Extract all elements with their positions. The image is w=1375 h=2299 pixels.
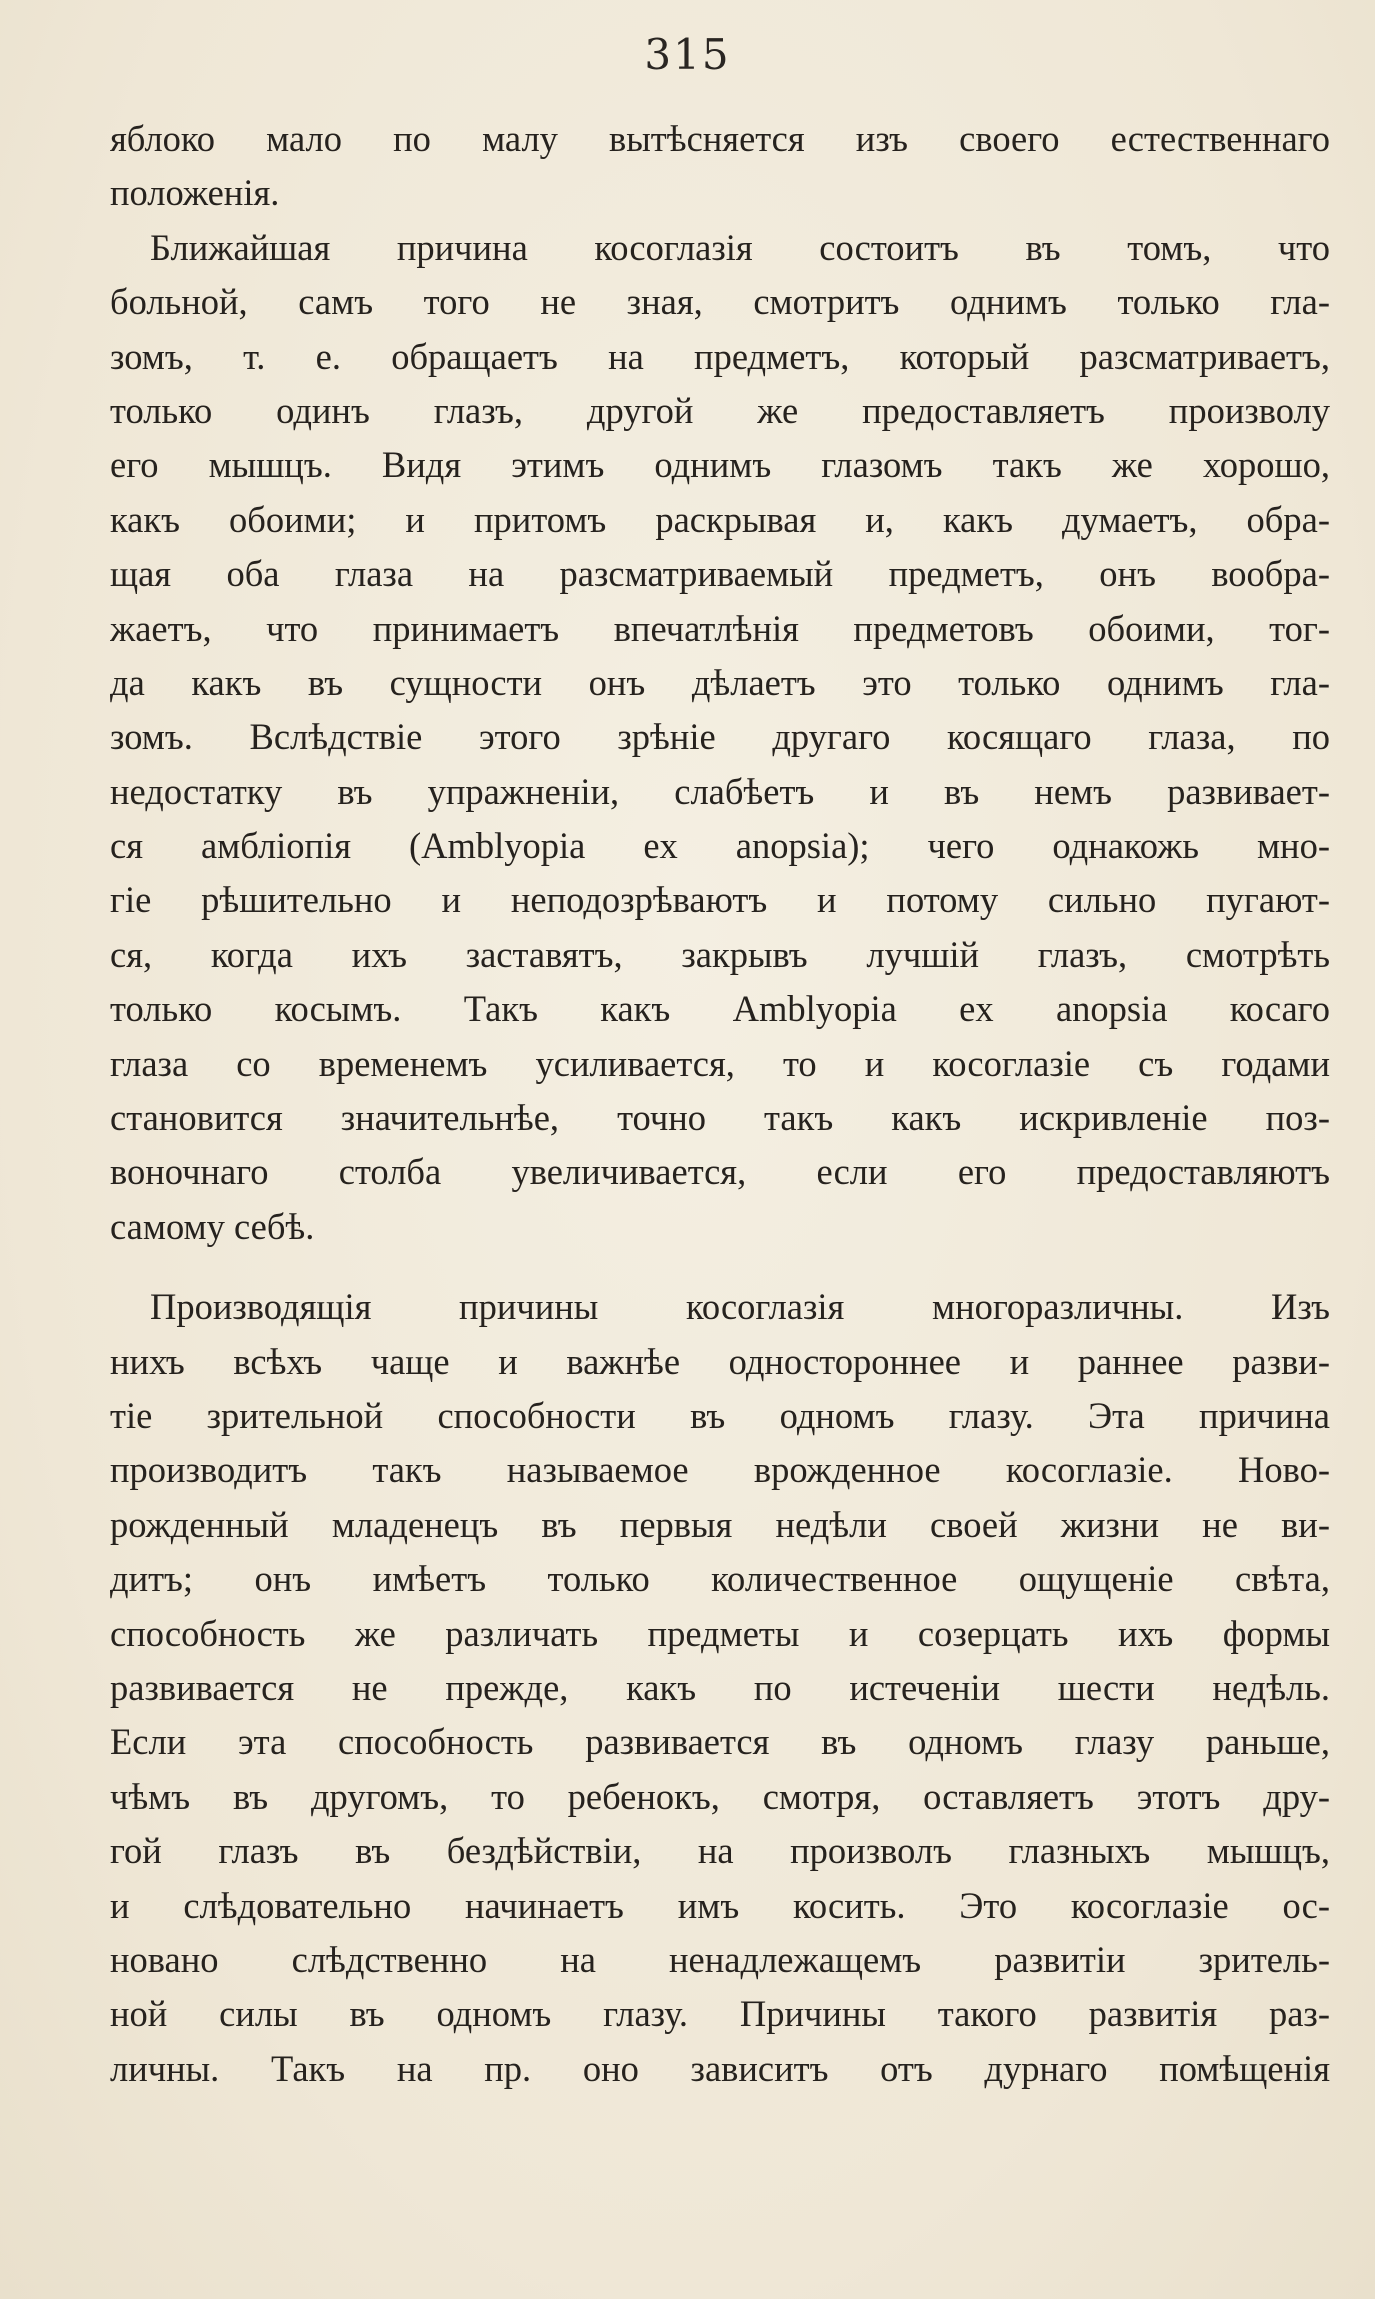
body-text (110, 112, 1330, 2096)
text-line: больной, самъ того не зная, смотритъ однимъ только гла- (110, 281, 1330, 323)
text-line: ся, когда ихъ заставятъ, закрывъ лучшій глазъ, смотрѣть (110, 933, 1330, 975)
text-line: тіе зрительной способности въ одномъ глазу. Эта причина (110, 1394, 1330, 1436)
text-line: личны. Такъ на пр. оно зависитъ отъ дурнаго помѣщенія (110, 2047, 1330, 2089)
text-line: воночнаго столба увеличивается, если его предоставляютъ (110, 1151, 1330, 1193)
text-line: становится значительнѣе, точно такъ какъ искривленіе поз- (110, 1097, 1330, 1139)
text-line: гой глазъ въ бездѣйствіи, на произволъ глазныхъ мышцъ, (110, 1830, 1330, 1872)
text-line: развивается не прежде, какъ по истеченіи шести недѣль. (110, 1666, 1330, 1708)
text-line: жаетъ, что принимаетъ впечатлѣнія предметовъ обоими, тог- (110, 607, 1330, 649)
text-line: нихъ всѣхъ чаще и важнѣе одностороннее и раннее разви- (110, 1340, 1330, 1382)
text-line: Если эта способность развивается въ одномъ глазу раньше, (110, 1721, 1330, 1763)
text-line: да какъ въ сущности онъ дѣлаетъ это только однимъ гла- (110, 661, 1330, 703)
text-line: Ближайшая причина косоглазія состоитъ въ томъ, что (150, 226, 1330, 268)
text-line: дитъ; онъ имѣетъ только количественное ощущеніе свѣта, (110, 1558, 1330, 1600)
text-line: глаза со временемъ усиливается, то и косоглазіе съ годами (110, 1042, 1330, 1084)
text-line: производитъ такъ называемое врожденное косоглазіе. Ново- (110, 1449, 1330, 1491)
page-number: 315 (644, 30, 731, 79)
paragraph-3 (110, 1280, 1330, 2096)
text-line: чѣмъ въ другомъ, то ребенокъ, смотря, оставляетъ этотъ дру- (110, 1775, 1330, 1817)
text-line: ся амбліопія (Amblyopia ex anopsia); чего однакожь мно- (110, 825, 1330, 867)
text-line: щая оба глаза на разсматриваемый предметъ, онъ вообра- (110, 553, 1330, 595)
text-line: зомъ, т. е. обращаетъ на предметъ, который разсматриваетъ, (110, 335, 1330, 377)
paragraph-1 (110, 112, 1330, 221)
text-line: его мышцъ. Видя этимъ однимъ глазомъ такъ же хорошо, (110, 444, 1330, 486)
text-line: недостатку въ упражненіи, слабѣетъ и въ немъ развивает- (110, 770, 1330, 812)
paragraph-2 (110, 221, 1330, 1254)
text-line: только одинъ глазъ, другой же предоставляетъ произволу (110, 389, 1330, 431)
text-line: какъ обоими; и притомъ раскрывая и, какъ думаетъ, обра- (110, 498, 1330, 540)
text-line: способность же различать предметы и созерцать ихъ формы (110, 1612, 1330, 1654)
text-line: новано слѣдственно на ненадлежащемъ развитіи зритель- (110, 1938, 1330, 1980)
text-line: положенія. (110, 172, 280, 214)
text-line: ной силы въ одномъ глазу. Причины такого развитія раз- (110, 1993, 1330, 2035)
text-line: гіе рѣшительно и неподозрѣваютъ и потому сильно пугают- (110, 879, 1330, 921)
paragraph-spacer (110, 1254, 1330, 1280)
text-line: Производящія причины косоглазія многоразличны. Изъ (150, 1286, 1330, 1328)
text-line: самому себѣ. (110, 1205, 315, 1247)
text-line: зомъ. Вслѣдствіе этого зрѣніе другаго косящаго глаза, по (110, 716, 1330, 758)
text-line: рожденный младенецъ въ первыя недѣли своей жизни не ви- (110, 1503, 1330, 1545)
text-line: только косымъ. Такъ какъ Amblyopia ex anopsia косаго (110, 988, 1330, 1030)
text-line: и слѣдовательно начинаетъ имъ косить. Это косоглазіе ос- (110, 1884, 1330, 1926)
text-line: яблоко мало по малу вытѣсняется изъ своего естественнаго (110, 118, 1330, 159)
